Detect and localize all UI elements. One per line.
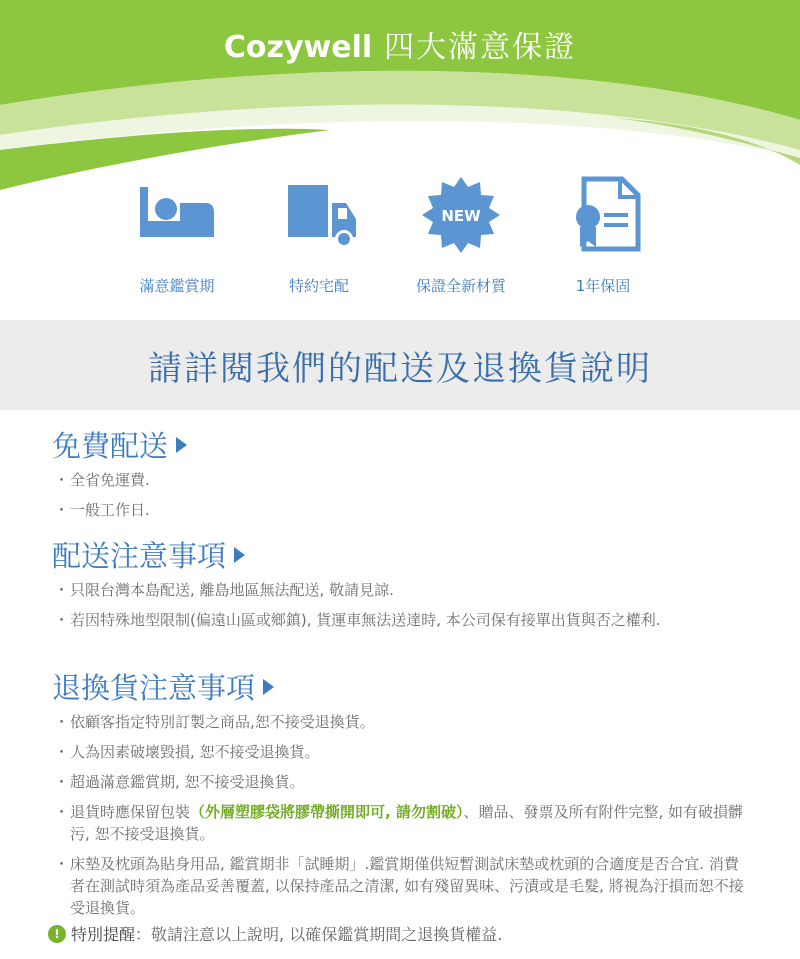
feature-label: 保證全新材質 (415, 277, 506, 295)
section-title (52, 424, 752, 465)
exclamation-icon: ! (48, 925, 66, 943)
warranty-certificate-icon (558, 175, 648, 255)
feature-warranty (528, 175, 678, 296)
bullet-icon: ・ (54, 855, 70, 873)
feature-label: 1年保固 (575, 277, 631, 295)
list-item-text: 若因特殊地型限制(偏遠山區或鄉鎮), 貨運車無法送達時, 本公司保有接單出貨與否之權利. (70, 611, 661, 629)
hero-header (0, 0, 800, 190)
list-item-text: 人為因素破壞毀損, 恕不接受退換貨。 (70, 743, 320, 761)
list-item-text: 一般工作日. (70, 501, 150, 519)
bullet-icon: ・ (54, 713, 70, 731)
section-title-text: 免費配送 (52, 429, 169, 463)
arrow-right-icon (263, 679, 274, 695)
section-title (52, 534, 752, 575)
feature-new-material (386, 175, 536, 296)
special-reminder (48, 922, 502, 945)
arrow-right-icon (176, 437, 187, 453)
feature-delivery (244, 175, 394, 296)
guarantee-title: 四大滿意保證 (384, 30, 577, 65)
brand-logo: Cozywell (223, 30, 373, 65)
list-item (52, 801, 752, 845)
list-item (52, 609, 752, 631)
bullet-icon: ・ (54, 773, 70, 791)
list-item-text: 床墊及枕頭為貼身用品, 鑑賞期非「試睡期」.鑑賞期僅供短暫測試床墊或枕頭的合適度是否合宜. 消費者在測試時須為產品妥善覆蓋, 以保持產品之清潔, 如有殘留異味、污漬或是毛髮, 將視為汙損而恕不接受退換貨。 (70, 855, 744, 917)
bullet-icon: ・ (54, 581, 70, 599)
delivery-truck-icon (274, 175, 364, 255)
section-delivery-notes (52, 534, 752, 639)
section-title (52, 666, 752, 707)
list-item-text: 全省免運費. (70, 471, 150, 489)
section-return-notes (52, 666, 752, 927)
list-item (52, 579, 752, 601)
list-item (52, 711, 752, 733)
hero-title (0, 22, 800, 66)
bullet-icon: ・ (54, 803, 70, 821)
feature-satisfaction (102, 175, 252, 296)
list-item (52, 499, 752, 521)
section-free-delivery (52, 424, 752, 529)
bullet-icon: ・ (54, 743, 70, 761)
list-item (52, 741, 752, 763)
reminder-label: 特別提醒 (71, 925, 136, 944)
bed-icon (132, 175, 222, 255)
section-title-text: 退換貨注意事項 (52, 671, 256, 705)
list-item-text: 超過滿意鑑賞期, 恕不接受退換貨。 (70, 773, 305, 791)
list-item (52, 469, 752, 491)
highlight-text: （外層塑膠袋將膠帶撕開即可, 請勿割破） (190, 803, 464, 821)
feature-label: 特約宅配 (288, 277, 349, 295)
feature-row (0, 175, 800, 305)
item-list (52, 579, 752, 631)
notice-banner (0, 320, 800, 410)
reminder-text: ：敬請注意以上說明, 以確保鑑賞期間之退換貨權益. (135, 925, 503, 944)
new-badge-icon (416, 175, 506, 255)
section-title-text: 配送注意事項 (52, 539, 227, 573)
banner-text: 請詳閱我們的配送及退換貨說明 (148, 348, 652, 389)
list-item-text: 退貨時應保留包裝 (70, 803, 191, 821)
bullet-icon: ・ (54, 611, 70, 629)
bullet-icon: ・ (54, 501, 70, 519)
list-item-text: 依顧客指定特別訂製之商品,恕不接受退換貨。 (70, 713, 375, 731)
bullet-icon: ・ (54, 471, 70, 489)
item-list (52, 711, 752, 919)
list-item-text: 、贈品、發票及所有附件完整, 如有破損髒污, 恕不接受退換貨。 (70, 803, 743, 843)
list-item (52, 853, 752, 919)
feature-label: 滿意鑑賞期 (139, 277, 215, 295)
list-item-text: 只限台灣本島配送, 離島地區無法配送, 敬請見諒. (70, 581, 394, 599)
item-list (52, 469, 752, 521)
arrow-right-icon (234, 547, 245, 563)
list-item (52, 771, 752, 793)
new-badge-text: NEW (441, 207, 481, 225)
